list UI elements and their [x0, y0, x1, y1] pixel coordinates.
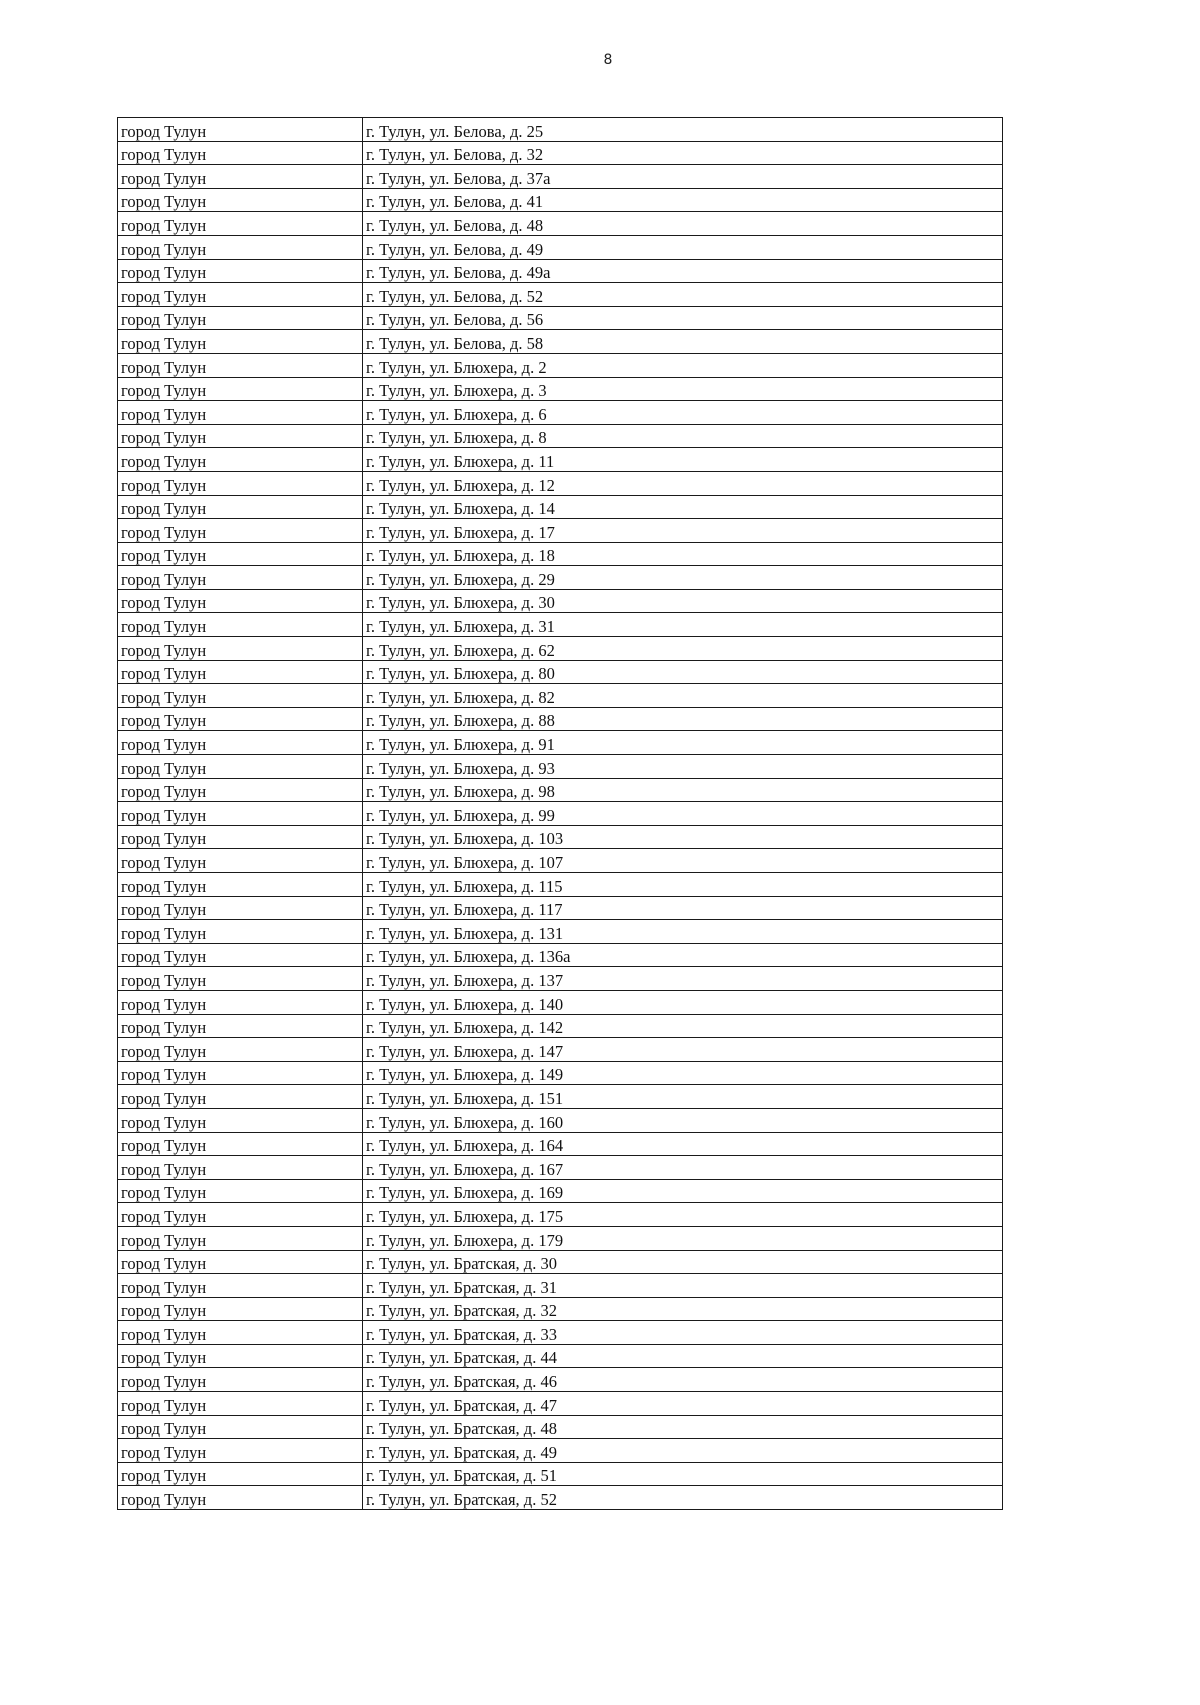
- locality-cell: город Тулун: [118, 1203, 363, 1227]
- table-row: [118, 283, 1003, 307]
- table-row: [118, 707, 1003, 731]
- table-row: [118, 1250, 1003, 1274]
- address-cell: г. Тулун, ул. Белова, д. 58: [363, 330, 1003, 354]
- table-row: [118, 589, 1003, 613]
- table-row: [118, 235, 1003, 259]
- locality-cell: город Тулун: [118, 589, 363, 613]
- address-cell: г. Тулун, ул. Белова, д. 32: [363, 141, 1003, 165]
- table-row: [118, 1132, 1003, 1156]
- table-row: [118, 778, 1003, 802]
- table-row: [118, 825, 1003, 849]
- table-row: [118, 1038, 1003, 1062]
- table-row: [118, 259, 1003, 283]
- address-cell: г. Тулун, ул. Блюхера, д. 80: [363, 660, 1003, 684]
- table-row: [118, 943, 1003, 967]
- table-row: [118, 448, 1003, 472]
- table-row: [118, 660, 1003, 684]
- table-row: [118, 1439, 1003, 1463]
- locality-cell: город Тулун: [118, 1085, 363, 1109]
- locality-cell: город Тулун: [118, 660, 363, 684]
- locality-cell: город Тулун: [118, 448, 363, 472]
- locality-cell: город Тулун: [118, 542, 363, 566]
- table-row: [118, 1274, 1003, 1298]
- address-table-body: [118, 118, 1003, 1510]
- locality-cell: город Тулун: [118, 141, 363, 165]
- locality-cell: город Тулун: [118, 1368, 363, 1392]
- address-cell: г. Тулун, ул. Блюхера, д. 3: [363, 377, 1003, 401]
- table-row: [118, 353, 1003, 377]
- table-row: [118, 637, 1003, 661]
- locality-cell: город Тулун: [118, 306, 363, 330]
- address-cell: г. Тулун, ул. Блюхера, д. 131: [363, 920, 1003, 944]
- table-row: [118, 165, 1003, 189]
- address-cell: г. Тулун, ул. Блюхера, д. 117: [363, 896, 1003, 920]
- address-cell: г. Тулун, ул. Блюхера, д. 107: [363, 849, 1003, 873]
- address-cell: г. Тулун, ул. Блюхера, д. 103: [363, 825, 1003, 849]
- locality-cell: город Тулун: [118, 235, 363, 259]
- table-row: [118, 613, 1003, 637]
- table-row: [118, 1415, 1003, 1439]
- locality-cell: город Тулун: [118, 377, 363, 401]
- table-row: [118, 471, 1003, 495]
- address-cell: г. Тулун, ул. Блюхера, д. 115: [363, 873, 1003, 897]
- address-cell: г. Тулун, ул. Братская, д. 49: [363, 1439, 1003, 1463]
- locality-cell: город Тулун: [118, 896, 363, 920]
- locality-cell: город Тулун: [118, 1226, 363, 1250]
- table-row: [118, 212, 1003, 236]
- address-cell: г. Тулун, ул. Блюхера, д. 30: [363, 589, 1003, 613]
- table-row: [118, 377, 1003, 401]
- table-row: [118, 401, 1003, 425]
- table-row: [118, 141, 1003, 165]
- address-cell: г. Тулун, ул. Блюхера, д. 11: [363, 448, 1003, 472]
- address-cell: г. Тулун, ул. Блюхера, д. 2: [363, 353, 1003, 377]
- address-cell: г. Тулун, ул. Братская, д. 48: [363, 1415, 1003, 1439]
- address-cell: г. Тулун, ул. Блюхера, д. 12: [363, 471, 1003, 495]
- table-row: [118, 1226, 1003, 1250]
- locality-cell: город Тулун: [118, 731, 363, 755]
- address-cell: г. Тулун, ул. Блюхера, д. 167: [363, 1156, 1003, 1180]
- locality-cell: город Тулун: [118, 990, 363, 1014]
- table-row: [118, 896, 1003, 920]
- address-cell: г. Тулун, ул. Блюхера, д. 17: [363, 519, 1003, 543]
- locality-cell: город Тулун: [118, 920, 363, 944]
- locality-cell: город Тулун: [118, 707, 363, 731]
- locality-cell: город Тулун: [118, 1250, 363, 1274]
- address-cell: г. Тулун, ул. Блюхера, д. 164: [363, 1132, 1003, 1156]
- page-number: 8: [603, 52, 613, 68]
- table-row: [118, 1014, 1003, 1038]
- address-cell: г. Тулун, ул. Белова, д. 25: [363, 118, 1003, 142]
- table-row: [118, 802, 1003, 826]
- address-cell: г. Тулун, ул. Братская, д. 31: [363, 1274, 1003, 1298]
- table-row: [118, 1368, 1003, 1392]
- locality-cell: город Тулун: [118, 613, 363, 637]
- locality-cell: город Тулун: [118, 849, 363, 873]
- locality-cell: город Тулун: [118, 755, 363, 779]
- table-row: [118, 990, 1003, 1014]
- table-row: [118, 1156, 1003, 1180]
- locality-cell: город Тулун: [118, 637, 363, 661]
- address-cell: г. Тулун, ул. Братская, д. 46: [363, 1368, 1003, 1392]
- address-cell: г. Тулун, ул. Блюхера, д. 82: [363, 684, 1003, 708]
- address-table: [117, 117, 1003, 1510]
- locality-cell: город Тулун: [118, 1486, 363, 1510]
- locality-cell: город Тулун: [118, 1038, 363, 1062]
- locality-cell: город Тулун: [118, 566, 363, 590]
- address-cell: г. Тулун, ул. Братская, д. 51: [363, 1462, 1003, 1486]
- address-cell: г. Тулун, ул. Братская, д. 32: [363, 1297, 1003, 1321]
- table-row: [118, 1321, 1003, 1345]
- locality-cell: город Тулун: [118, 1179, 363, 1203]
- locality-cell: город Тулун: [118, 212, 363, 236]
- table-row: [118, 873, 1003, 897]
- table-row: [118, 519, 1003, 543]
- address-cell: г. Тулун, ул. Блюхера, д. 179: [363, 1226, 1003, 1250]
- address-cell: г. Тулун, ул. Белова, д. 56: [363, 306, 1003, 330]
- locality-cell: город Тулун: [118, 519, 363, 543]
- locality-cell: город Тулун: [118, 1132, 363, 1156]
- table-row: [118, 1344, 1003, 1368]
- table-row: [118, 849, 1003, 873]
- address-cell: г. Тулун, ул. Белова, д. 48: [363, 212, 1003, 236]
- locality-cell: город Тулун: [118, 118, 363, 142]
- locality-cell: город Тулун: [118, 825, 363, 849]
- address-cell: г. Тулун, ул. Блюхера, д. 18: [363, 542, 1003, 566]
- table-row: [118, 1297, 1003, 1321]
- address-cell: г. Тулун, ул. Блюхера, д. 136а: [363, 943, 1003, 967]
- locality-cell: город Тулун: [118, 1321, 363, 1345]
- table-row: [118, 566, 1003, 590]
- address-cell: г. Тулун, ул. Блюхера, д. 140: [363, 990, 1003, 1014]
- address-cell: г. Тулун, ул. Блюхера, д. 147: [363, 1038, 1003, 1062]
- table-row: [118, 1462, 1003, 1486]
- table-row: [118, 330, 1003, 354]
- locality-cell: город Тулун: [118, 330, 363, 354]
- address-cell: г. Тулун, ул. Блюхера, д. 151: [363, 1085, 1003, 1109]
- address-cell: г. Тулун, ул. Блюхера, д. 91: [363, 731, 1003, 755]
- address-cell: г. Тулун, ул. Блюхера, д. 8: [363, 424, 1003, 448]
- table-row: [118, 188, 1003, 212]
- table-row: [118, 1085, 1003, 1109]
- address-cell: г. Тулун, ул. Белова, д. 49: [363, 235, 1003, 259]
- locality-cell: город Тулун: [118, 684, 363, 708]
- table-row: [118, 1486, 1003, 1510]
- table-row: [118, 731, 1003, 755]
- address-cell: г. Тулун, ул. Братская, д. 52: [363, 1486, 1003, 1510]
- table-row: [118, 1392, 1003, 1416]
- locality-cell: город Тулун: [118, 778, 363, 802]
- address-cell: г. Тулун, ул. Братская, д. 30: [363, 1250, 1003, 1274]
- table-row: [118, 684, 1003, 708]
- locality-cell: город Тулун: [118, 1415, 363, 1439]
- address-cell: г. Тулун, ул. Белова, д. 37а: [363, 165, 1003, 189]
- address-cell: г. Тулун, ул. Братская, д. 47: [363, 1392, 1003, 1416]
- locality-cell: город Тулун: [118, 401, 363, 425]
- locality-cell: город Тулун: [118, 1462, 363, 1486]
- locality-cell: город Тулун: [118, 1061, 363, 1085]
- address-cell: г. Тулун, ул. Братская, д. 33: [363, 1321, 1003, 1345]
- table-row: [118, 967, 1003, 991]
- table-row: [118, 424, 1003, 448]
- locality-cell: город Тулун: [118, 353, 363, 377]
- address-cell: г. Тулун, ул. Блюхера, д. 14: [363, 495, 1003, 519]
- address-cell: г. Тулун, ул. Блюхера, д. 99: [363, 802, 1003, 826]
- address-cell: г. Тулун, ул. Белова, д. 41: [363, 188, 1003, 212]
- locality-cell: город Тулун: [118, 1392, 363, 1416]
- locality-cell: город Тулун: [118, 495, 363, 519]
- table-row: [118, 118, 1003, 142]
- locality-cell: город Тулун: [118, 873, 363, 897]
- locality-cell: город Тулун: [118, 1108, 363, 1132]
- locality-cell: город Тулун: [118, 1274, 363, 1298]
- address-cell: г. Тулун, ул. Блюхера, д. 142: [363, 1014, 1003, 1038]
- address-cell: г. Тулун, ул. Блюхера, д. 88: [363, 707, 1003, 731]
- locality-cell: город Тулун: [118, 259, 363, 283]
- address-cell: г. Тулун, ул. Блюхера, д. 93: [363, 755, 1003, 779]
- table-row: [118, 1179, 1003, 1203]
- locality-cell: город Тулун: [118, 943, 363, 967]
- address-cell: г. Тулун, ул. Блюхера, д. 137: [363, 967, 1003, 991]
- address-cell: г. Тулун, ул. Блюхера, д. 98: [363, 778, 1003, 802]
- address-cell: г. Тулун, ул. Блюхера, д. 160: [363, 1108, 1003, 1132]
- address-cell: г. Тулун, ул. Блюхера, д. 149: [363, 1061, 1003, 1085]
- locality-cell: город Тулун: [118, 283, 363, 307]
- address-cell: г. Тулун, ул. Блюхера, д. 175: [363, 1203, 1003, 1227]
- locality-cell: город Тулун: [118, 165, 363, 189]
- address-cell: г. Тулун, ул. Блюхера, д. 6: [363, 401, 1003, 425]
- table-row: [118, 542, 1003, 566]
- address-cell: г. Тулун, ул. Блюхера, д. 169: [363, 1179, 1003, 1203]
- locality-cell: город Тулун: [118, 188, 363, 212]
- locality-cell: город Тулун: [118, 471, 363, 495]
- address-cell: г. Тулун, ул. Белова, д. 52: [363, 283, 1003, 307]
- table-row: [118, 755, 1003, 779]
- locality-cell: город Тулун: [118, 967, 363, 991]
- table-row: [118, 1203, 1003, 1227]
- table-row: [118, 495, 1003, 519]
- address-cell: г. Тулун, ул. Белова, д. 49а: [363, 259, 1003, 283]
- address-cell: г. Тулун, ул. Блюхера, д. 62: [363, 637, 1003, 661]
- address-cell: г. Тулун, ул. Блюхера, д. 29: [363, 566, 1003, 590]
- table-row: [118, 1061, 1003, 1085]
- table-row: [118, 920, 1003, 944]
- locality-cell: город Тулун: [118, 1439, 363, 1463]
- locality-cell: город Тулун: [118, 1014, 363, 1038]
- table-row: [118, 1108, 1003, 1132]
- locality-cell: город Тулун: [118, 1297, 363, 1321]
- table-row: [118, 306, 1003, 330]
- locality-cell: город Тулун: [118, 1156, 363, 1180]
- address-cell: г. Тулун, ул. Блюхера, д. 31: [363, 613, 1003, 637]
- locality-cell: город Тулун: [118, 802, 363, 826]
- address-cell: г. Тулун, ул. Братская, д. 44: [363, 1344, 1003, 1368]
- locality-cell: город Тулун: [118, 1344, 363, 1368]
- locality-cell: город Тулун: [118, 424, 363, 448]
